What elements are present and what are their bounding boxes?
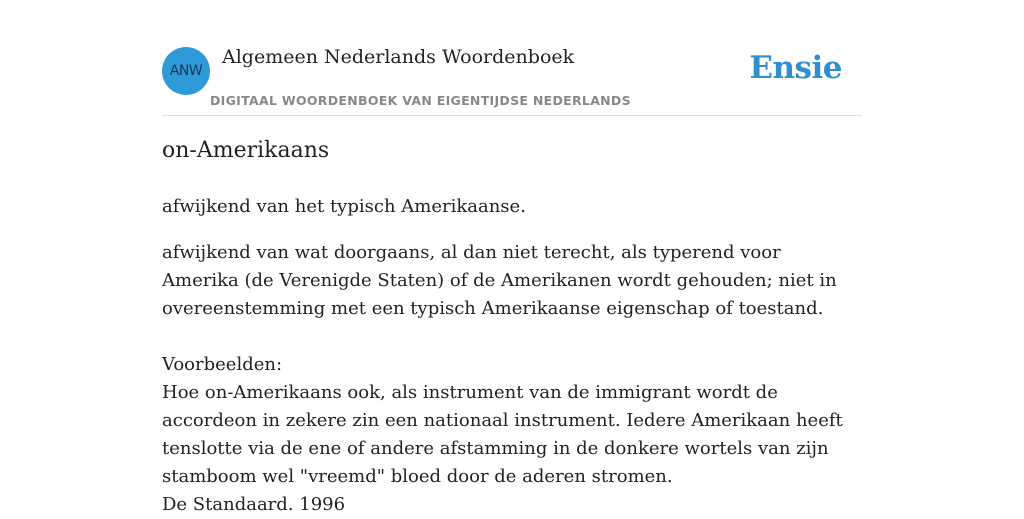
- ensie-brand-link[interactable]: Ensie: [749, 50, 842, 86]
- examples-section: [162, 351, 862, 519]
- long-definition: afwijkend van wat doorgaans, al dan niet terecht, als typerend voor Amerika (de Verenigde Staten) of de Amerikanen wordt gehouden; niet in overeenstemming met een typisch Amerikaanse eigenschap of toestand.: [162, 242, 837, 319]
- site-header: [162, 0, 862, 116]
- example-text: Hoe on-Amerikaans ook, als instrument van de immigrant wordt de accordeon in zekere zin een nationaal instrument. Iedere Amerikaan heeft tenslotte via de ene of andere afstamming in de donkere wortels van zijn stamboom wel "vreemd" bloed door de aderen stromen.: [162, 382, 843, 487]
- entry-headword: on-Amerikaans: [162, 138, 330, 163]
- anw-logo[interactable]: [162, 47, 210, 95]
- examples-heading: Voorbeelden:: [162, 354, 283, 375]
- site-subtitle: DIGITAAL WOORDENBOEK VAN EIGENTIJDSE NEDERLANDS: [210, 93, 631, 108]
- logo-text: ANW: [169, 63, 203, 79]
- page: [162, 0, 862, 515]
- site-title[interactable]: Algemeen Nederlands Woordenboek: [222, 46, 575, 68]
- example-source: De Standaard. 1996: [162, 494, 346, 515]
- short-definition: afwijkend van het typisch Amerikaanse.: [162, 196, 526, 217]
